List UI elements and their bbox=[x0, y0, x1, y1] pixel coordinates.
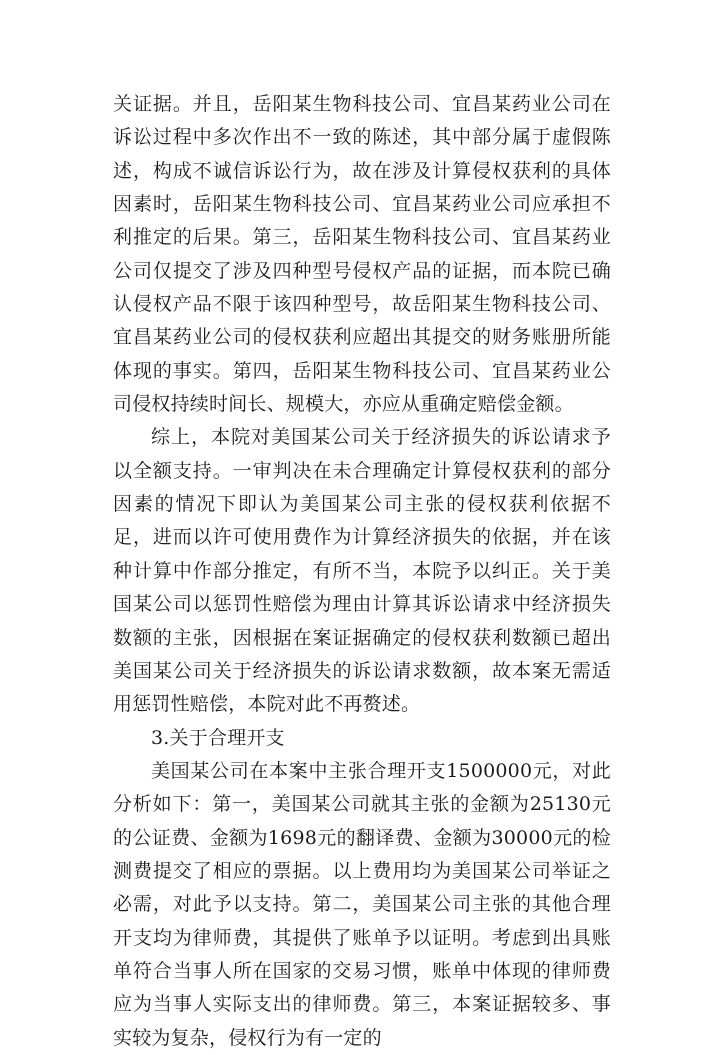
section-heading-reasonable-expenses: 3.关于合理开支 bbox=[151, 726, 285, 749]
document-body bbox=[113, 88, 611, 1055]
paragraph-continuation: 关证据。并且，岳阳某生物科技公司、宜昌某药业公司在诉讼过程中多次作出不一致的陈述，其中部分属于虚假陈述，构成不诚信诉讼行为，故在涉及计算侵权获利的具体因素时，岳阳某生物科技公司、宜昌某药业公司应承担不利推定的后果。第三，岳阳某生物科技公司、宜昌某药业公司仅提交了涉及四种型号侵权产品的证据，而本院已确认侵权产品不限于该四种型号，故岳阳某生物科技公司、宜昌某药业公司的侵权获利应超出其提交的财务账册所能体现的事实。第四，岳阳某生物科技公司、宜昌某药业公司侵权持续时间长、规模大，亦应从重确定赔偿金额。 bbox=[113, 93, 611, 416]
paragraph-reasonable-expenses: 美国某公司在本案中主张合理开支1500000元，对此分析如下：第一，美国某公司就其主张的金额为25130元的公证费、金额为1698元的翻译费、金额为30000元的检测费提交了相应的票据。以上费用均为美国某公司举证之必需，对此予以支持。第二，美国某公司主张的其他合理开支均为律师费，其提供了账单予以证明。考虑到出具账单符合当事人所在国家的交易习惯，账单中体现的律师费应为当事人实际支出的律师费。第三，本案证据较多、事实较为复杂，侵权行为有一定的 bbox=[113, 759, 611, 1049]
paragraph-summary: 综上，本院对美国某公司关于经济损失的诉讼请求予以全额支持。一审判决在未合理确定计算侵权获利的部分因素的情况下即认为美国某公司主张的侵权获利依据不足，进而以许可使用费作为计算经济损失的依据，并在该种计算中作部分推定，有所不当，本院予以纠正。关于美国某公司以惩罚性赔偿为理由计算其诉讼请求中经济损失数额的主张，因根据在案证据确定的侵权获利数额已超出美国某公司关于经济损失的诉讼请求数额，故本案无需适用惩罚性赔偿，本院对此不再赘述。 bbox=[113, 426, 611, 716]
